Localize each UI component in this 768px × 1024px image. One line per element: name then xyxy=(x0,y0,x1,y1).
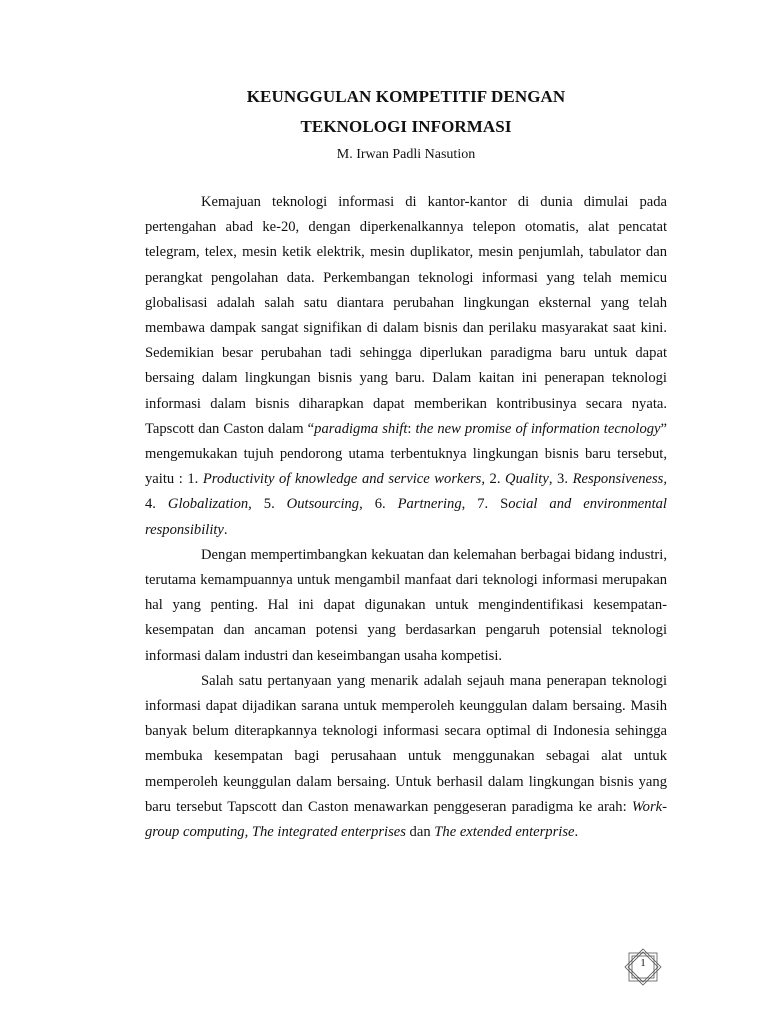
paragraph-1 xyxy=(145,190,667,543)
paragraph-1-text: , 7. S xyxy=(461,496,509,513)
paragraph-1-italic: ocial and environmental responsibility xyxy=(145,496,667,538)
paragraph-1-text: , 3. xyxy=(548,471,573,488)
paragraph-1-italic: Globalization, xyxy=(167,496,252,513)
paragraph-1-text: 6. xyxy=(362,496,398,513)
paragraph-1-text: ” mengemukakan tujuh pendorong utama terbentuknya lingkungan bisnis baru tersebut, yaitu : 1. xyxy=(145,420,668,488)
document-body xyxy=(145,190,667,845)
paragraph-1-text: 5. xyxy=(251,496,287,513)
paragraph-1-italic: Partnering xyxy=(397,496,462,513)
paragraph-3-text: . xyxy=(574,824,579,841)
paragraph-1-italic: paradigma shift xyxy=(314,420,408,437)
paragraph-3 xyxy=(145,669,667,845)
paragraph-1-italic: the new promise of information tecnology xyxy=(415,420,661,437)
paragraph-1-italic: Productivity of knowledge and service workers, xyxy=(202,471,485,488)
document-title-line2: TEKNOLOGI INFORMASI xyxy=(300,117,512,136)
paragraph-1-italic: Responsiveness, xyxy=(572,471,667,488)
document-author: M. Irwan Padli Nasution xyxy=(336,147,476,162)
page-number-ornament xyxy=(624,948,662,986)
paragraph-2: Dengan mempertimbangkan kekuatan dan kelemahan berbagai bidang industri, terutama kemampuannya untuk mengambil manfaat dari teknologi informasi merupakan hal yang penting. Hal ini dapat digunakan untuk mengindentifikasi kesempatan-kesempatan dan ancaman potensi yang berdasarkan pengaruh potensial teknologi informasi dalam industri dan keseimbangan usaha kompetisi. xyxy=(145,546,667,664)
paragraph-1-text: 2. xyxy=(484,471,506,488)
paragraph-1-italic: Outsourcing, xyxy=(286,496,363,513)
paragraph-3-text: dan xyxy=(405,824,435,841)
paragraph-1-text: 4. xyxy=(145,496,168,513)
paragraph-3-italic: Work-group computing, The integrated enterprises xyxy=(145,798,667,841)
paragraph-1-text: Kemajuan teknologi informasi di kantor-kantor di dunia dimulai pada pertengahan abad ke-20, dengan diperkenalkannya telepon otomatis, alat pencatat telegram, telex, mesin ketik elektrik, mesin duplikator, mesin penjumlah, tabulator dan perangkat pengolahan data. Perkembangan teknologi informasi yang telah memicu globalisasi adalah salah satu diantara perubahan lingkungan eksternal yang telah membawa dampak sangat signifikan di dalam bisnis dan perilaku masyarakat saat kini. Sedemikian besar perubahan tadi sehingga diperlukan paradigma baru untuk dapat bersaing dalam lingkungan bisnis yang baru. Dalam kaitan ini penerapan teknologi informasi dalam bisnis diharapkan dapat memberikan kontribusinya secara nyata. Tapscott dan Caston dalam “ xyxy=(145,194,667,437)
paragraph-3-text: Salah satu pertanyaan yang menarik adalah sejauh mana penerapan teknologi informasi dapat dijadikan sarana untuk memperoleh keunggulan dalam bersaing. Masih banyak belum diterapkannya teknologi informasi secara optimal di Indonesia sehingga membuka kesempatan bagi perusahaan untuk menggunakan sebagai alat untuk memperoleh keunggulan dalam bersaing. Untuk berhasil dalam lingkungan bisnis yang baru tersebut Tapscott dan Caston menawarkan penggeseran paradigma ke arah: xyxy=(145,672,667,815)
paragraph-1-italic: Quality xyxy=(505,471,549,488)
paragraph-1-text: : xyxy=(407,420,416,437)
paragraph-1-text: . xyxy=(223,521,228,538)
page-number: 1 xyxy=(640,957,646,969)
paragraph-3-italic: The extended enterprise xyxy=(434,824,575,841)
document-title-line1: KEUNGGULAN KOMPETITIF DENGAN xyxy=(246,87,566,106)
